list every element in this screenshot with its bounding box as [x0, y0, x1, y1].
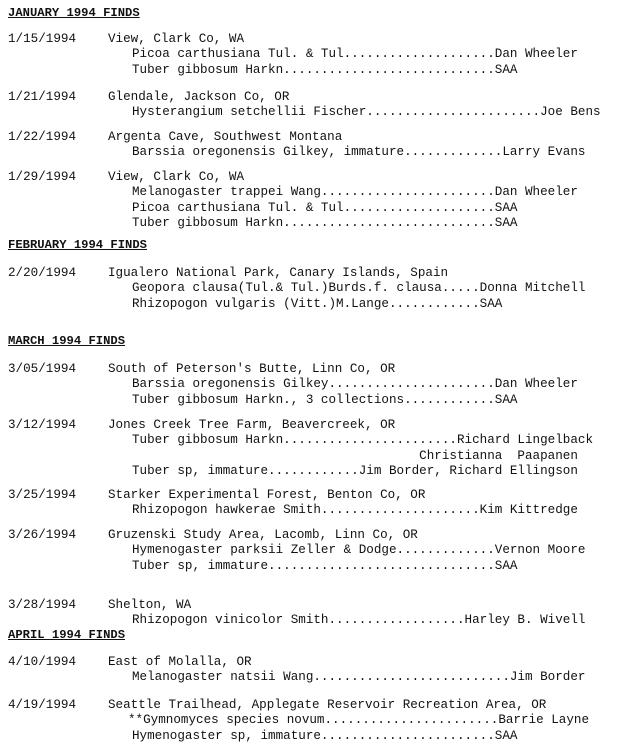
find-line: Rhizopogon hawkerae Smith.....................Kim Kittredge: [132, 503, 578, 517]
entry-date: 1/15/1994: [8, 32, 77, 46]
find-line: Rhizopogon vulgaris (Vitt.)M.Lange............SAA: [132, 296, 503, 311]
entry-location: View, Clark Co, WA: [108, 170, 245, 184]
entry-date: 1/21/1994: [8, 90, 77, 104]
entry-location: Starker Experimental Forest, Benton Co, OR: [108, 488, 426, 502]
find-line: Tuber gibbosum Harkn............................SAA: [132, 216, 518, 230]
find-line: Hymenogaster parksii Zeller & Dodge.............Vernon Moore: [132, 543, 586, 557]
find-line: Barssia oregonensis Gilkey, immature.............Larry Evans: [132, 145, 586, 159]
section-heading: JANUARY 1994 FINDS: [8, 6, 140, 20]
find-line: Tuber gibbosum Harkn.......................Richard Lingelback: [132, 433, 594, 447]
entry-date: 3/25/1994: [8, 488, 77, 502]
find-line: Tuber sp, immature..............................SAA: [132, 558, 518, 573]
entry-date: 2/20/1994: [8, 266, 77, 280]
entry-location: Argenta Cave, Southwest Montana: [108, 130, 343, 144]
find-line: Picoa carthusiana Tul. & Tul....................Dan Wheeler: [132, 47, 578, 61]
entry-location: Gruzenski Study Area, Lacomb, Linn Co, OR: [108, 528, 418, 542]
find-line: Hymenogaster sp, immature.......................SAA: [132, 728, 518, 743]
find-line: Melanogaster natsii Wang..........................Jim Border: [132, 670, 586, 684]
entry-date: 3/26/1994: [8, 528, 77, 542]
find-line: **Gymnomyces species novum.......................Barrie Layne: [128, 713, 590, 727]
entry-date: 3/05/1994: [8, 362, 77, 376]
entry-location: Seattle Trailhead, Applegate Reservoir Recreation Area, OR: [108, 698, 547, 712]
section-heading: APRIL 1994 FINDS: [8, 628, 126, 642]
section-heading: FEBRUARY 1994 FINDS: [8, 238, 147, 252]
entry-location: South of Peterson's Butte, Linn Co, OR: [108, 362, 396, 376]
find-line: Hysterangium setchellii Fischer.......................Joe Bens: [132, 105, 601, 119]
find-line: Tuber gibbosum Harkn., 3 collections............SAA: [132, 392, 518, 407]
entry-date: 1/22/1994: [8, 130, 77, 144]
entry-location: Glendale, Jackson Co, OR: [108, 90, 290, 104]
entry-date: 4/19/1994: [8, 698, 77, 712]
entry-location: Jones Creek Tree Farm, Beavercreek, OR: [108, 418, 396, 432]
find-line: Christianna Paapanen: [132, 448, 578, 463]
find-line: Tuber gibbosum Harkn............................SAA: [132, 62, 518, 77]
find-line: Tuber sp, immature............Jim Border, Richard Ellingson: [132, 464, 578, 478]
find-line: Geopora clausa(Tul.& Tul.)Burds.f. clausa.....Donna Mitchell: [132, 281, 586, 295]
entry-date: 3/28/1994: [8, 598, 77, 612]
find-line: Picoa carthusiana Tul. & Tul....................SAA: [132, 200, 518, 215]
entry-location: East of Molalla, OR: [108, 655, 252, 669]
find-line: Melanogaster trappei Wang.......................Dan Wheeler: [132, 185, 578, 199]
entry-location: View, Clark Co, WA: [108, 32, 245, 46]
entry-date: 4/10/1994: [8, 655, 77, 669]
section-heading: MARCH 1994 FINDS: [8, 334, 126, 348]
find-line: Barssia oregonensis Gilkey......................Dan Wheeler: [132, 377, 578, 391]
find-line: Rhizopogon vinicolor Smith..................Harley B. Wivell: [132, 613, 586, 627]
entry-date: 3/12/1994: [8, 418, 77, 432]
entry-date: 1/29/1994: [8, 170, 77, 184]
entry-location: Igualero National Park, Canary Islands, Spain: [108, 266, 449, 280]
entry-location: Shelton, WA: [108, 598, 192, 612]
